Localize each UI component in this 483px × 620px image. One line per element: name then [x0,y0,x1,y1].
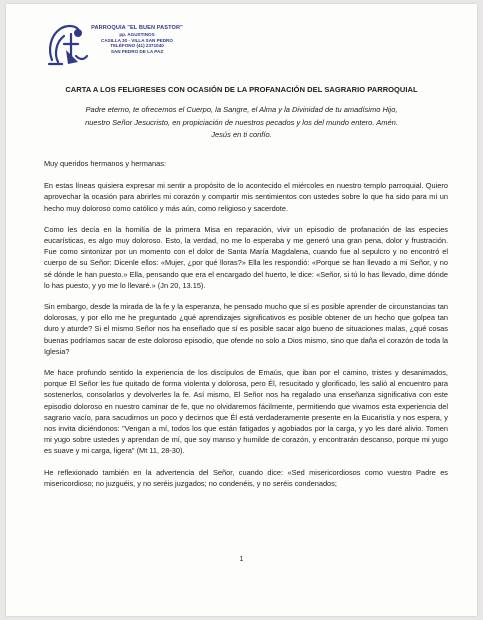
prayer-line: Jesús en ti confío. [211,130,272,139]
parish-phone: TELÉFONO (41) 2371040 [110,43,164,49]
salutation: Muy queridos hermanos y hermanas: [44,159,167,168]
parish-name: PARROQUIA "EL BUEN PASTOR" [91,25,183,31]
prayer-line: nuestro Señor Jesucristo, en propiciación de nuestros pecados y los del mundo entero. Amén. [85,117,398,127]
prayer-line: Padre eterno, te ofrecemos el Cuerpo, la Sangre, el Alma y la Divinidad de tu amadísimo Hijo, [85,105,398,114]
letter-title: CARTA A LOS FELIGRESES CON OCASIÓN DE LA PROFANACIÓN DEL SAGRARIO PARROQUIAL [65,85,418,94]
body-paragraph: Sin embargo, desde la mirada de la fe y la esperanza, he pensado mucho que sí es posible aprender de circunstancias tan dolorosas, y por ello me he preguntado ¿qué aprendizajes significativos es posible obtener de un hecho que golpea tan duro y aturde? Si el mismo Señor nos ha enseñado que sí es posible sacar algo bueno de situaciones malas, ¿qué cosas buenas podríamos sacar de este doloroso episodio, que ofende no solo a Dios mismo, sino que daña el corazón de toda la Iglesia? [44,302,448,356]
parish-city: SAN PEDRO DE LA PAZ [110,49,164,55]
page-number: 1 [239,556,244,563]
letter-page [6,4,477,616]
parish-address: CASILLA 30 - VILLA SAN PEDRO [101,37,173,43]
opening-prayer [46,104,437,142]
letter-body [44,158,448,499]
parish-header [82,25,192,55]
body-paragraph: Me hace profundo sentido la experiencia de los discípulos de Emaús, que iban por el camino, tristes y desanimados, porque El Señor les fue quitado de forma violenta y dolorosa, pero Él, resucitado y glorificado, les salió al encuentro para sostenerlos, consolarlos y devolverles la fe. Así mismo, El Señor nos ha regalado una enseñanza significativa con este episodio doloroso en nuestro caminar de fe, que no olvidaremos fácilmente, permitiendo que vivamos esta experiencia del sagrario vacío, para sacudirnos un poco y decirnos que Él está verdaderamente presente en la Eucaristía y nos espera, y nos invita diciéndonos: "Vengan a mí, todos los que están fatigados y agobiados por la carga, y yo les daré alivio. Tomen mi yugo sobre ustedes y aprendan de mí, que soy manso y humilde de corazón, y encontrarán descanso, porque mi yugo es suave y mi carga, ligera" (Mt 11, 28-30). [44,368,448,456]
body-paragraph: He reflexionado también en la advertencia del Señor, cuando dice: «Sed misericordiosos como vuestro Padre es misericordioso; no juzguéis, y no seréis juzgados; no condenéis, y no seréis condenados; [44,467,448,488]
parish-order: pp. AGUSTINOS [119,32,155,37]
body-paragraph: En estas líneas quisiera expresar mi sentir a propósito de lo acontecido el miércoles en nuestro templo parroquial. Quiero aprovechar la ocasión para abrirles mi corazón y compartir mis sentimientos con ustedes sobre lo que ha sido para mí un hecho muy doloroso como católico y más aún, como religioso y sacerdote. [44,181,448,213]
body-paragraph: Como les decía en la homilía de la primera Misa en reparación, vivir un episodio de profanación de las especies eucarísticas, es algo muy doloroso. Esto, la verdad, no me lo esperaba y me generó una gran pena, dolor y frustración. Fue como sintonizar por un momento con el dolor de Santa María Magdalena, cuando fue al sepulcro y no encontró el cuerpo de su Señor: Dicenle ellos: «Mujer, ¿por qué lloras?» Ella les respondió: «Porque se han llevado a mi Señor, y no sé dónde le han puesto.» Ella, pensando que era el encargado del huerto, le dice: «Señor, si tú lo has llevado, dime dónde lo has puesto, y yo me lo llevaré.» (Jn 20, 13.15). [44,224,448,290]
